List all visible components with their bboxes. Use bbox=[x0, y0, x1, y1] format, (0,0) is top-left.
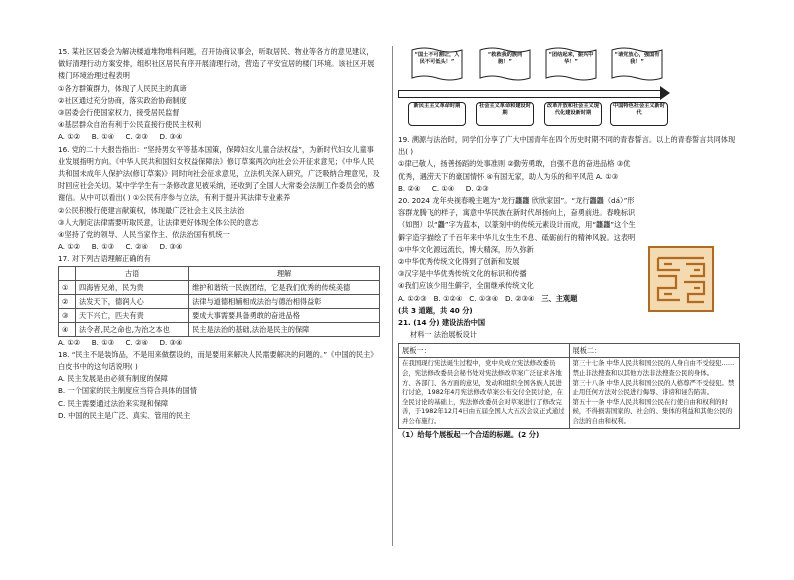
q21-stem: 21. (14 分) 建设法治中国 bbox=[398, 318, 486, 328]
timeline-bar bbox=[398, 90, 662, 98]
q17-option-b[interactable]: B. ①③ bbox=[91, 337, 115, 347]
q16-option-c[interactable]: C. ②④ bbox=[125, 242, 148, 252]
section-heading: 三、主观题 bbox=[541, 293, 578, 303]
q17-table bbox=[58, 266, 380, 337]
q17-option-d[interactable]: D. ③④ bbox=[159, 337, 183, 347]
table-row bbox=[399, 358, 740, 428]
flag-text: “团结起来，振兴中华！” bbox=[548, 52, 594, 65]
q17-stem: 17. 对下列古语理解正确的有 bbox=[58, 254, 151, 264]
table-cell: 四海皆兄弟，民为贵 bbox=[76, 280, 189, 294]
board-title: 展板二： bbox=[569, 344, 740, 358]
q19-option-d[interactable]: D. ②③ bbox=[465, 183, 489, 193]
arrow-right-icon bbox=[660, 86, 670, 100]
table-row bbox=[59, 280, 380, 294]
q20-option-d[interactable]: D. ②③④ bbox=[505, 293, 535, 303]
table-header-row bbox=[399, 344, 740, 358]
table-cell: 法令者,民之命也,为治之本也 bbox=[76, 322, 189, 336]
q15-item: ③居委会行使国家权力，接受居民监督 bbox=[58, 108, 180, 118]
q20-options bbox=[398, 293, 638, 305]
timeline-figure bbox=[398, 46, 678, 128]
q15-options bbox=[58, 131, 380, 143]
q20-option-b[interactable]: B. ①②④ bbox=[433, 293, 463, 303]
q20-item: ④我们应该少用生僻字，全面继承传统文化 bbox=[398, 281, 534, 291]
q19-options bbox=[398, 183, 740, 195]
board-text: 第三十七条 中华人民共和国公民的人身自由不受侵犯……禁止非法搜查和以其他方法非法搜查公民的身体。 第三十八条 中华人民共和国公民的人格尊严不受侵犯。禁止用任何方法对公民进行侮辱、诽谤和诬告陷害。 第五十一条 中华人民共和国公民在行使自由和权利的时候，不得损害国家的、社会的、集体的利益和其他公民的合法的自由和权利。 bbox=[569, 358, 740, 428]
table-cell: ② bbox=[59, 294, 76, 308]
q20-item: ①中华文化源远流长，博大精深，历久弥新 bbox=[398, 244, 534, 254]
q16-stem: 16. 党的二十大报告指出：“坚持男女平等基本国策，保障妇女儿童合法权益”，为新时代妇女儿童事业发展指明方向。《中华人民共和国妇女权益保障法》修订草案两次向社会公开征求意见；《中华人民共和国未成年人保护法(修订草案)》同时向社会征求意见，立法机关深入研究，广泛吸纳合理意见，及时回应社会关切。某中学学生有一条修改意见被采纳，还收到了全国人大常委会法制工作委员会的感谢信。从中可以看出( ) ①公民有序参与立法，有利于提升其法律专业素养 bbox=[58, 144, 380, 203]
q16-option-d[interactable]: D. ③④ bbox=[159, 242, 183, 252]
flag-banner bbox=[610, 46, 664, 82]
table-cell: ④ bbox=[59, 322, 76, 336]
q16-options bbox=[58, 241, 380, 253]
q15-stem: 15. 某社区居委会为解决楼道堆物堆料问题，召开协商议事会，听取居民、物业等各方的意见建议，做好清理行动方案安排，组织社区居民有序开展清理行动，营造了平安宜居的楼门环境。该社区开展楼门环境治理过程表明 bbox=[58, 47, 375, 81]
q15-option-b[interactable]: B. ①④ bbox=[91, 132, 115, 142]
table-header: 理解 bbox=[189, 266, 380, 280]
q19-line: 优秀，遇涝天下的豪国情怀 ④有国无家，助人为乐的和平风范 A. ①③ bbox=[398, 171, 619, 181]
q17-options bbox=[58, 337, 380, 349]
period-box: 社会主义革命和建设时期 bbox=[476, 102, 534, 126]
q15-item: ②社区通过充分协商，落实政治协商制度 bbox=[58, 95, 187, 105]
seal-pattern bbox=[650, 248, 712, 310]
q18-stem: 18. “民主不是装饰品，不是用来做摆设的，而是要用来解决人民需要解决的问题的。”《中国的民主》白皮书中的这句话说明( ) bbox=[58, 349, 378, 372]
q15-item: ①各方群策群力，体现了人民民主的真谛 bbox=[58, 83, 187, 93]
q19-stem: 19. 溯源与法治时，同学们分享了广大中国青年在四个历史时期不同的青春誓言。以上的青春誓言共同体现出( ) bbox=[398, 135, 736, 157]
q16-item: ②公民积极行使建言献策权，体现最广泛社会主义民主法治 bbox=[58, 205, 245, 215]
flag-banner bbox=[410, 46, 464, 82]
q19-option-b[interactable]: B. ②④ bbox=[398, 183, 421, 193]
q16-item: ③人大制定法律需要听取民意，让法律更好体现全体公民的意志 bbox=[58, 217, 259, 227]
flag-banner bbox=[544, 46, 598, 82]
table-header: 古语 bbox=[76, 266, 189, 280]
board-text: 在我国现行宪法诞生过程中，党中央成立宪法修改委员会，宪法修改委员会秘书处对宪法修改草案广泛征求各地方、各部门、各方面的意见，发动和组织全国各族人民进行讨论，1982年4月宪法修改草案公布交付全民讨论，在全民讨论的基础上，宪法修改委员会对草案进行了修改完善，于1982年12月4日由五届全国人大五次会议正式通过并公布施行。 bbox=[399, 358, 570, 428]
q21-subquestion: （1）给每个展板起一个合适的标题。(2 分) bbox=[398, 429, 540, 439]
q15-option-c[interactable]: C. ②③ bbox=[125, 132, 148, 142]
exam-page bbox=[58, 46, 740, 546]
q20-option-c[interactable]: C. ①③④ bbox=[469, 293, 499, 303]
table-row bbox=[59, 322, 380, 336]
q17-option-a[interactable]: A. ①② bbox=[58, 337, 81, 347]
exhibit-board-table bbox=[398, 343, 740, 428]
q19-line: ①律己敬人，扬善扬蹈的处事准则 ②勤劳勇敢，自强不息的奋进品格 ③优 bbox=[398, 159, 631, 169]
q16-option-a[interactable]: A. ①② bbox=[58, 242, 81, 252]
board-title: 展板一： bbox=[399, 344, 570, 358]
q20-block bbox=[398, 195, 638, 317]
q16-option-b[interactable]: B. ①③ bbox=[91, 242, 115, 252]
q16-item: ④坚持了党的领导、人民当家作主、依法治国有机统一 bbox=[58, 230, 230, 240]
q15-option-d[interactable]: D. ③④ bbox=[159, 132, 183, 142]
q20-item: ②中华优秀传统文化得到了创新和发展 bbox=[398, 257, 520, 267]
q15-item: ④基层群众自治有利于公民直接行使民主权利 bbox=[58, 120, 202, 130]
q21-material: 材料一 法治展板设计 bbox=[410, 330, 477, 340]
section-note: (共 3 道题，共 40 分) bbox=[398, 305, 473, 315]
period-box: 中国特色社会主义新时代 bbox=[610, 102, 668, 126]
q18-option-b[interactable]: B. 一个国家的民主制度应当符合具体的国情 bbox=[58, 386, 197, 396]
q18-option-d[interactable]: D. 中国的民主是广泛、真实、管用的民主 bbox=[58, 410, 191, 420]
table-cell: 天下兴亡，匹夫有责 bbox=[76, 308, 189, 322]
table-cell: 民主是法治的基础,法治是民主的保障 bbox=[189, 322, 380, 336]
table-cell: 法发天下，德润人心 bbox=[76, 294, 189, 308]
table-cell: 法律与道德相辅相成法治与德治相得益彰 bbox=[189, 294, 380, 308]
q20-option-a[interactable]: A. ①②③ bbox=[398, 293, 427, 303]
flag-text: “国土不可割让，人民不可低头！” bbox=[414, 52, 460, 65]
table-row bbox=[59, 294, 380, 308]
period-box: 改革开放和社会主义现代化建设新时期 bbox=[544, 102, 602, 126]
flag-text: “请党放心，强国有我！” bbox=[614, 52, 660, 65]
q15-option-a[interactable]: A. ①② bbox=[58, 132, 81, 142]
table-cell: 维护和谐统一民族团结，它是我们优秀的传统美德 bbox=[189, 280, 380, 294]
flag-text: “救救我的族同胞！” bbox=[487, 52, 523, 65]
table-cell: 要成大事需要具备勇敢的奋进品格 bbox=[189, 308, 380, 322]
logo-seal-image bbox=[648, 246, 714, 312]
table-cell: ③ bbox=[59, 308, 76, 322]
q20-stem: 20. 2024 龙年央视春晚主题为“龙行龘龘 欣欣家国”。“龙行龘龘（dá）”形容群龙腾飞的样子，寓意中华民族在新时代昂扬向上，奋勇前进。春晚标识（如图）以“龘”字为蓝本，以篆刻中的传统元素设计而成，用“龘龘”这个生僻字造字描绘了千百年来中华儿女生生不息、砥砺前行的精神风貌。这表明 bbox=[398, 196, 636, 242]
table-header-row bbox=[59, 266, 380, 280]
q17-option-c[interactable]: C. ②④ bbox=[125, 337, 148, 347]
q18-option-a[interactable]: A. 民主发展是由必须有制度的保障 bbox=[58, 374, 168, 384]
flag-banner bbox=[478, 46, 532, 82]
right-column bbox=[398, 46, 740, 441]
left-column bbox=[58, 46, 380, 422]
table-row bbox=[59, 308, 380, 322]
column-divider bbox=[392, 46, 393, 546]
q19-option-c[interactable]: C. ①④ bbox=[431, 183, 455, 193]
table-header-blank bbox=[59, 266, 76, 280]
table-cell: ① bbox=[59, 280, 76, 294]
q18-option-c[interactable]: C. 民主需要通过法治来实现和保障 bbox=[58, 398, 169, 408]
period-box: 新民主主义革命时期 bbox=[408, 102, 466, 126]
q20-item: ③汉字是中华优秀传统文化的标识和传播 bbox=[398, 269, 527, 279]
